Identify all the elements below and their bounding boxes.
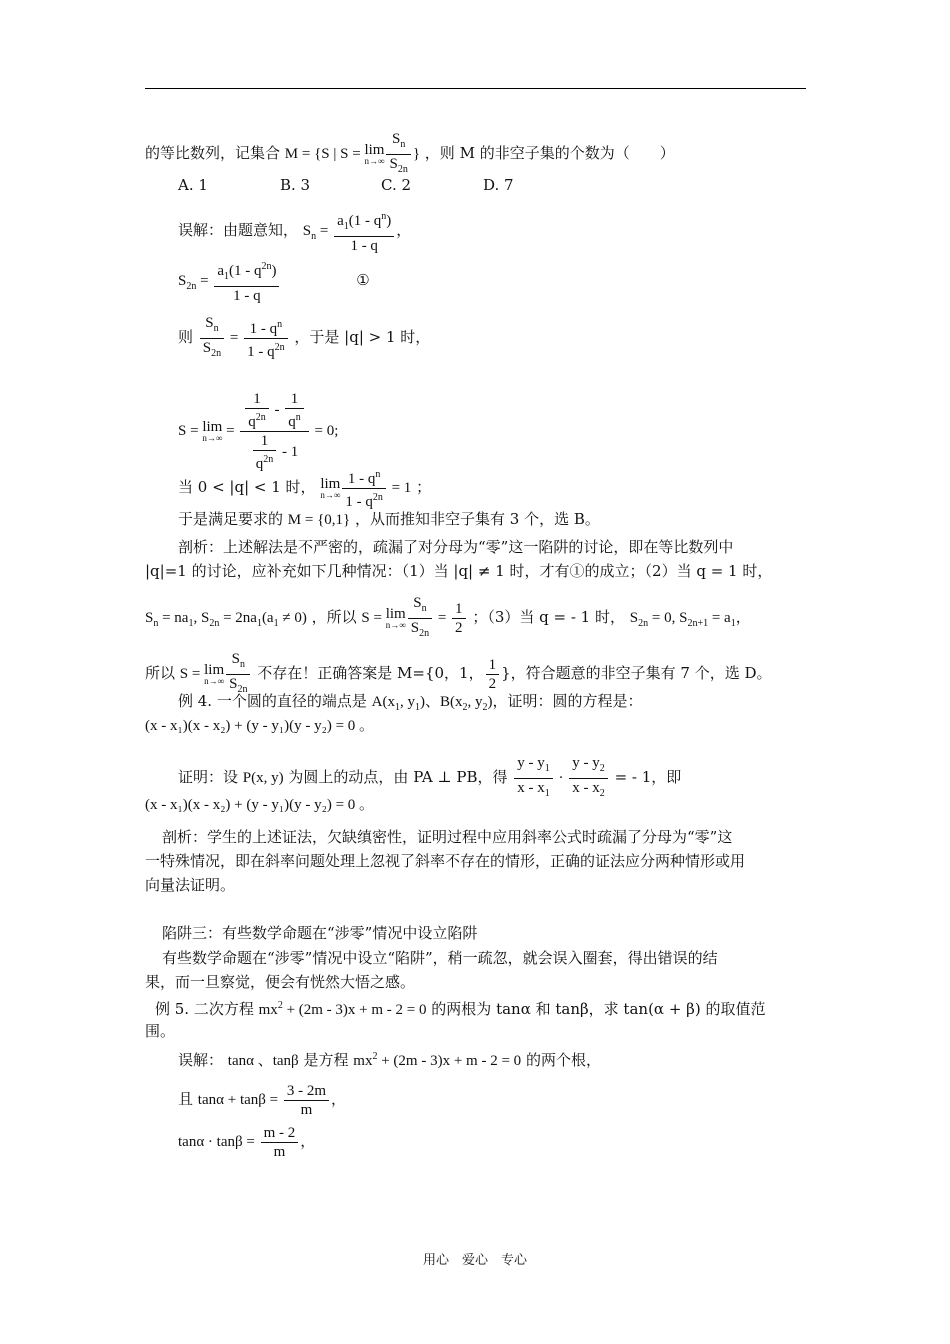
section-heading: 陷阱三：有些数学命题在“涉零”情况中设立陷阱	[162, 924, 478, 942]
math-formula: $A(x_1$, $y_1$)	[371, 694, 425, 713]
text-segment: 所以	[145, 663, 176, 682]
text-segment: }，符合题意的非空子集有 7 个，选 D。	[501, 663, 772, 682]
text-line	[178, 314, 430, 363]
paragraph-line: 有些数学命题在“涉零”情况中设立“陷阱”，稍一疏忽，就会误入圈套，得出错误的结	[162, 949, 718, 967]
text-line	[178, 1082, 346, 1119]
option-b: B. 3	[280, 176, 311, 194]
math-formula: M = {S | S = lim n→∞ $\frac{S_n}{S_{2n}}$ }	[284, 131, 421, 175]
paragraph-line: 剖析：上述解法是不严密的，疏漏了对分母为“零”这一陷阱的讨论，即在等比数列中	[178, 538, 734, 556]
text-line	[178, 208, 411, 255]
text-line	[178, 258, 370, 305]
math-formula: S = lim n→∞ $\frac{S_n}{S_{2n}}$	[180, 666, 253, 682]
option-c: C. 2	[381, 176, 412, 194]
text-segment: ；	[416, 477, 432, 496]
math-line: (x - x₁)(x - x₂) + (y - y₁)(y - y₂) = 0 。	[145, 797, 375, 813]
text-segment: 且	[178, 1089, 194, 1108]
text-segment: 为圆上的动点，由 PA ⊥ PB，得	[288, 767, 508, 786]
paragraph-line: 果，而一旦察觉，便会有恍然大悟之感。	[145, 973, 416, 991]
text-line	[178, 1124, 315, 1161]
text-line	[178, 1046, 601, 1072]
text-segment: 当 0 < |q| < 1 时，	[178, 477, 316, 496]
text-segment: = - 1，即	[614, 767, 682, 786]
math-formula: $B(x_2$, $y_2$)	[439, 694, 493, 713]
math-formula: S = lim n→∞ $\frac{S_n}{S_{2n}}$ = $\frac{1}{2}$	[361, 610, 467, 626]
math-line: (x - x₁)(x - x₂) + (y - y₁)(y - y₂) = 0 。	[145, 718, 375, 734]
math-formula: $\frac{y - y_1}{x - x_1}$ · $\frac{y - y_2}{x - x_2}$	[512, 770, 610, 786]
text-segment: 的两根为 tanα 和 tanβ，求 tan(α + β) 的取值范	[431, 1000, 766, 1018]
text-segment: ，从而推知非空子集有 3 个，选 B。	[355, 510, 600, 528]
math-formula: $S_n = na_1$, $S_{2n} = 2na_1(a_1 \ne 0)$	[145, 609, 307, 629]
text-line	[178, 508, 600, 531]
text-segment: ，证明：圆的方程是：	[492, 692, 643, 710]
text-line	[178, 390, 338, 473]
math-formula: $S_{2n}$ = $\frac{a_1(1 - q^{2n})}{1 - q}$	[178, 273, 281, 289]
text-segment: 误解：	[178, 1051, 224, 1069]
circled-one: ①	[356, 270, 370, 289]
paragraph-line: |q|=1 的讨论，应补充如下几种情况：（1）当 |q| ≠ 1 时，才有①的成立；（2）当 q = 1 时，	[145, 562, 773, 580]
math-formula: $\frac{S_n}{S_{2n}}$ = $\frac{1 - q^n}{1 - q^{2n}}$	[198, 330, 290, 346]
paragraph-line: 剖析：学生的上述证法，欠缺缜密性，证明过程中应用斜率公式时疏漏了分母为“零”这	[162, 828, 733, 846]
math-formula: $S_n$ = $\frac{a_1(1 - q^n)}{1 - q}$ ，	[303, 223, 412, 239]
math-formula: tanα · tanβ = $\frac{m - 2}{m}$ ，	[178, 1125, 316, 1160]
text-segment: ；（3）当 q = - 1 时，	[472, 607, 625, 626]
text-segment: ，则 M 的非空子集的个数为（ ）	[424, 143, 675, 162]
math-formula: M = {0,1}	[287, 512, 351, 528]
text-segment: 证明：设	[178, 767, 239, 786]
text-line	[178, 466, 431, 511]
math-formula: $S_{2n} = 0$, $S_{2n+1} = a_1$，	[629, 609, 751, 629]
paragraph-line: 围。	[145, 1022, 176, 1040]
text-segment: 、	[424, 692, 440, 710]
option-a: A. 1	[178, 176, 208, 194]
page-footer: 用心 爱心 专心	[422, 1253, 527, 1268]
text-segment: 则	[178, 327, 194, 346]
text-segment: 于是满足要求的	[178, 510, 284, 528]
math-formula: $mx^2 + (2m - 3)x + m - 2 = 0$	[353, 1051, 522, 1069]
text-segment: ，于是 |q| > 1 时，	[294, 327, 431, 346]
text-segment: 的两个根，	[525, 1051, 601, 1069]
text-segment: 例 5. 二次方程	[155, 1000, 254, 1018]
math-formula: $\frac{1}{2}$	[484, 666, 502, 682]
text-line	[145, 130, 675, 179]
header-rule	[145, 88, 806, 89]
text-segment: 的等比数列，记集合	[145, 143, 281, 162]
math-formula: P(x, y)	[242, 769, 284, 786]
math-formula: lim n→∞ $\frac{1 - q^n}{1 - q^{2n}}$ = 1	[320, 480, 411, 496]
text-segment: 不存在！正确答案是 M={0，1，	[257, 663, 484, 682]
text-line	[145, 594, 751, 643]
math-formula: tanα 、tanβ	[227, 1053, 299, 1069]
text-segment: 例 4. 一个圆的直径的端点是	[178, 692, 367, 710]
math-formula: $mx^2 + (2m - 3)x + m - 2 = 0$	[258, 1000, 427, 1018]
text-segment: ，所以	[311, 607, 357, 626]
math-formula: tanα + tanβ = $\frac{3 - 2m}{m}$ ，	[197, 1083, 347, 1118]
math-formula: S = lim n→∞ = $\frac{1}{q^{2n}}$ - $\frac{1}{q^n}$ $\frac{1}{q^{2n}}$ - 1 = 0;	[178, 391, 339, 472]
text-segment: 误解：由题意知，	[178, 220, 299, 239]
text-segment: 是方程	[303, 1051, 349, 1069]
paragraph-line: 一特殊情况，即在斜率问题处理上忽视了斜率不存在的情形，正确的证法应分两种情形或用	[145, 852, 746, 870]
text-line	[155, 995, 765, 1021]
paragraph-line: 向量法证明。	[145, 876, 236, 894]
option-d: D. 7	[483, 176, 514, 194]
